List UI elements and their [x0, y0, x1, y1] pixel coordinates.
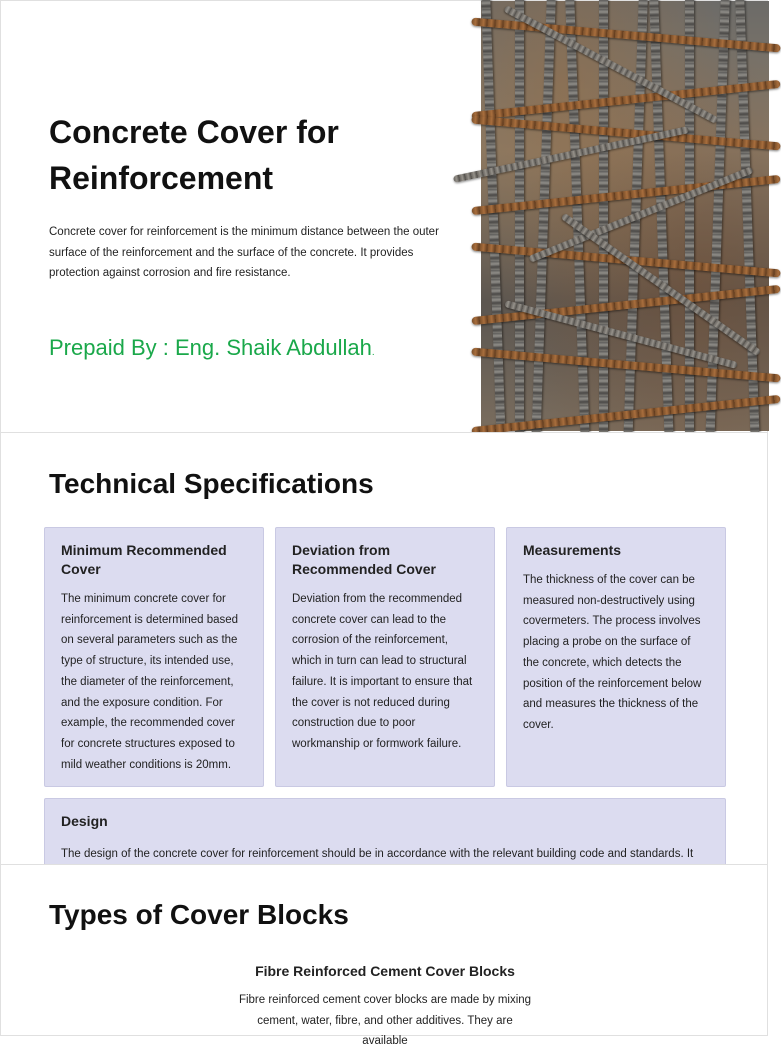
card-text: Deviation from the recommended concrete cover can lead to the corrosion of the reinforcement, which in turn can lead to structural failure. It is important to ensure that the cover is not reduced during construction due to poor workmanship or formwork failure.	[292, 593, 473, 750]
technical-specifications-slide	[0, 432, 768, 866]
rebar-vertical	[649, 0, 674, 451]
card-measurements	[506, 527, 726, 787]
cover-block-title: Fibre Reinforced Cement Cover Blocks	[255, 963, 515, 979]
author-suffix: .	[371, 347, 375, 358]
types-of-cover-blocks-slide	[0, 864, 768, 1047]
card-minimum-recommended-cover	[44, 527, 264, 787]
author-credit	[49, 333, 375, 368]
rebar-vertical	[623, 0, 648, 451]
intro-paragraph: Concrete cover for reinforcement is the minimum distance between the outer surface of the reinforcement and the surface of the concrete. It provides protection against corrosion and fire resistance.	[49, 226, 439, 279]
cover-block-description: Fibre reinforced cement cover blocks are made by mixing cement, water, fibre, and other additives. They are available	[238, 994, 532, 1047]
title-slide	[0, 0, 768, 434]
section-heading: Types of Cover Blocks	[49, 899, 349, 930]
card-text: The thickness of the cover can be measured non-destructively using covermeters. The process involves placing a probe on the surface of the concrete, which detects the position of the reinforcement below and measures the thickness of the cover.	[523, 574, 702, 731]
slide-title: Concrete Cover for Reinforcement	[49, 114, 339, 196]
card-title: Minimum Recommended Cover	[61, 542, 227, 577]
card-title: Design	[61, 813, 108, 829]
rebar-vertical	[481, 0, 506, 451]
rebar-vertical	[685, 0, 694, 451]
card-title: Deviation from Recommended Cover	[292, 542, 436, 577]
rebar-vertical	[531, 0, 556, 451]
author-name: Prepaid By : Eng. Shaik Abdullah	[49, 335, 372, 360]
section-heading: Technical Specifications	[49, 468, 374, 499]
card-text: The minimum concrete cover for reinforcement is determined based on several parameters such as the type of structure, its intended use, the diameter of the reinforcement, and the exposure condition. For example, the recommended cover for concrete structures exposed to mild weather conditions is 20mm.	[61, 593, 239, 771]
rebar-vertical	[735, 0, 760, 451]
card-text: The design of the concrete cover for reinforcement should be in accordance with the relevant building code and standards. It	[61, 848, 694, 860]
rebar-photo	[481, 1, 769, 431]
rebar-vertical	[515, 0, 524, 451]
card-title: Measurements	[523, 542, 622, 558]
card-deviation-from-recommended-cover	[275, 527, 495, 787]
rebar-vertical	[705, 0, 730, 451]
